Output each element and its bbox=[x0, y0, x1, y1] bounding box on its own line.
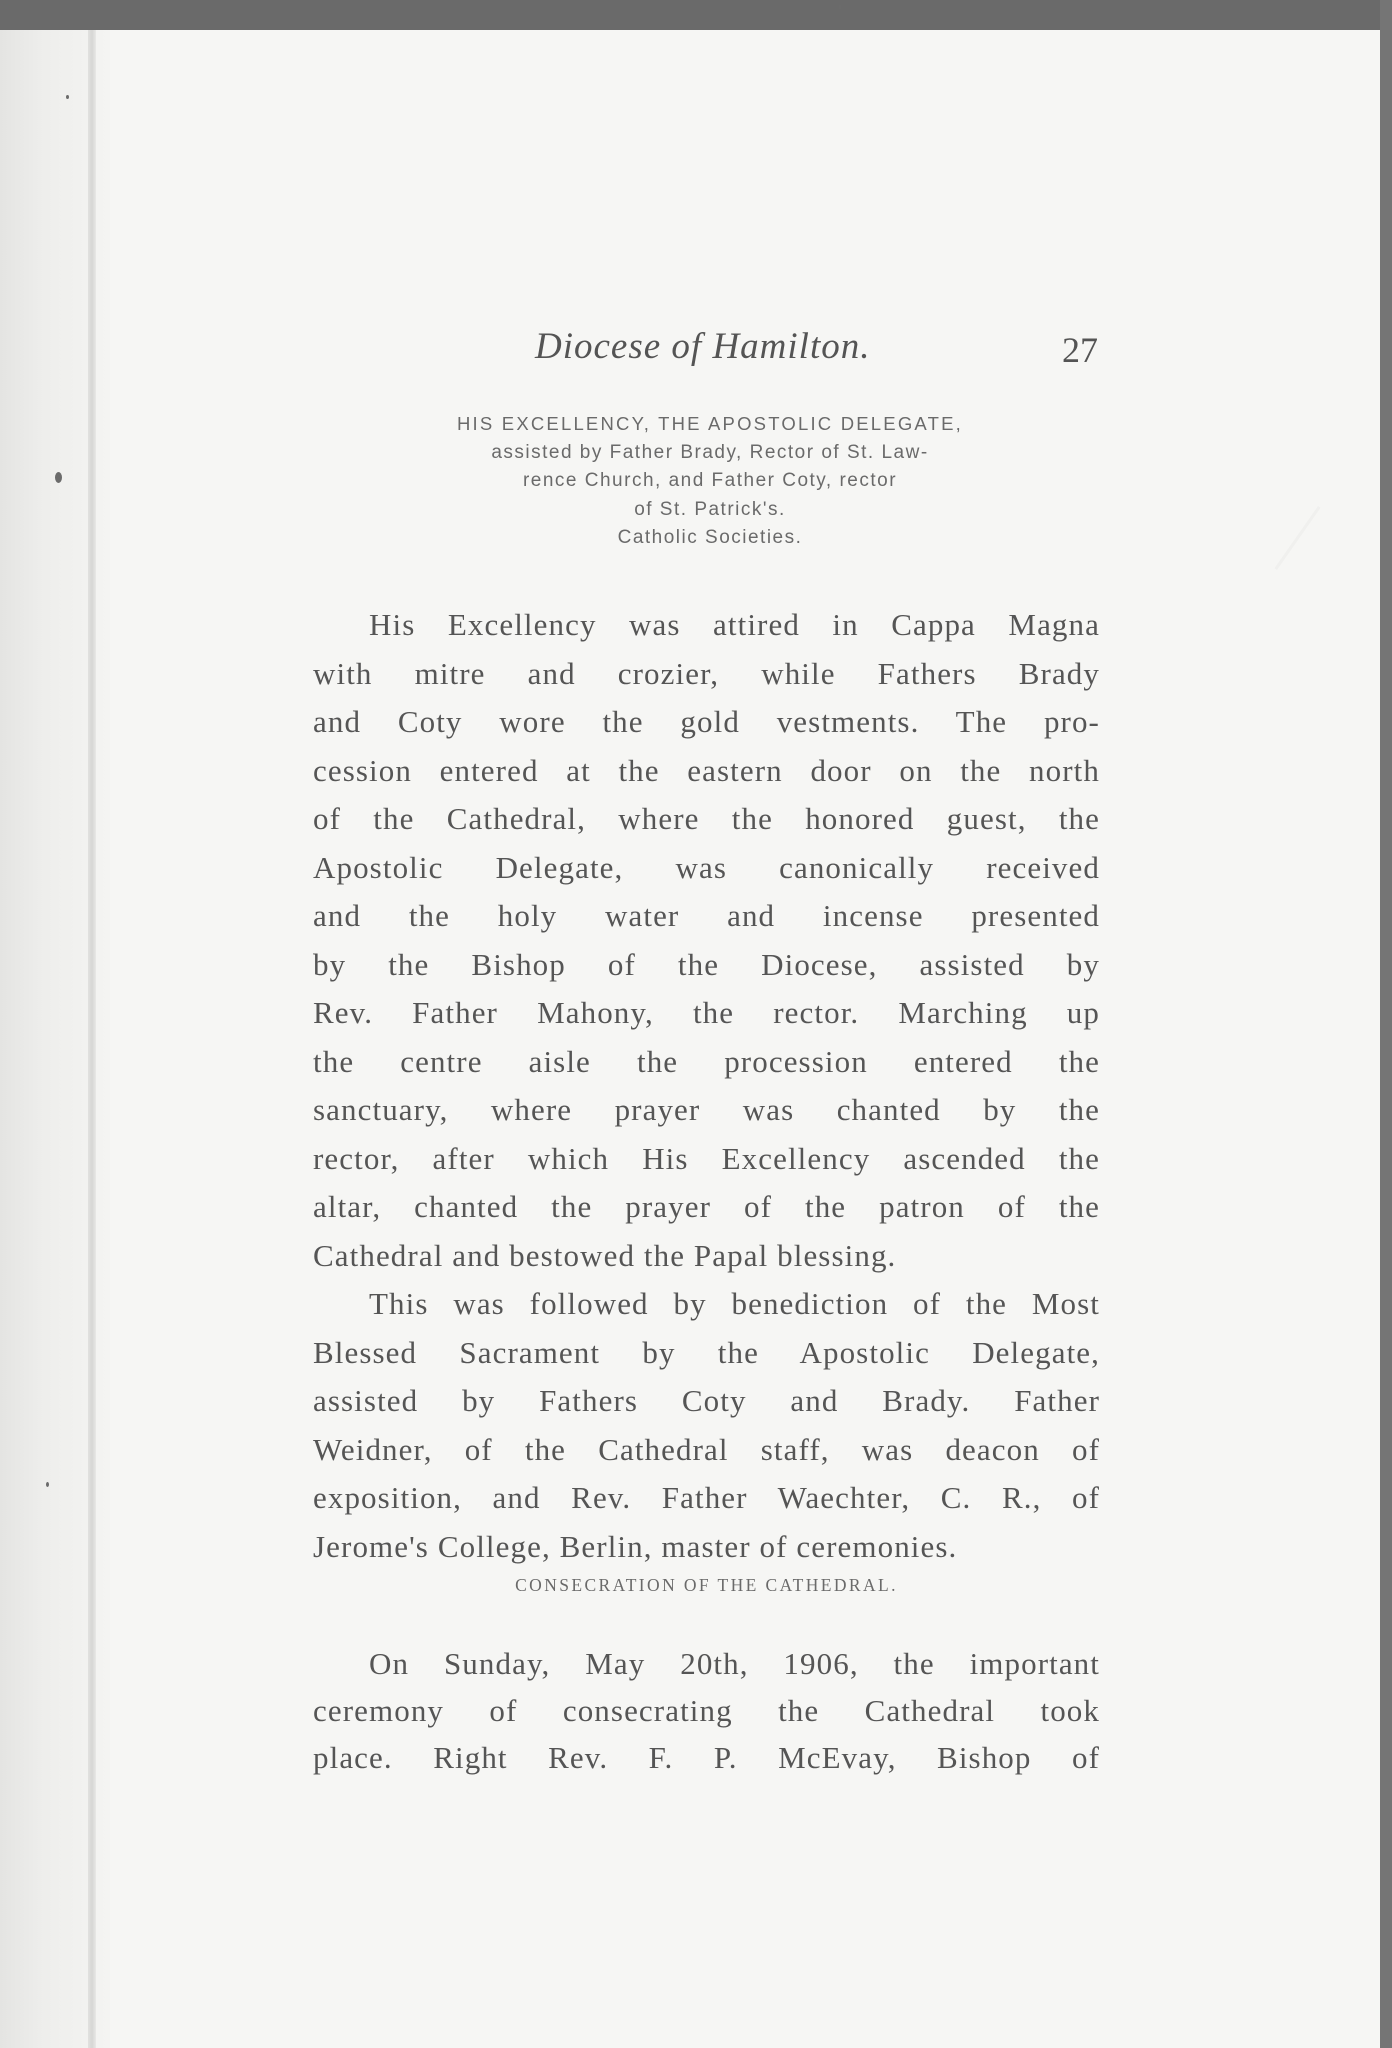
body-text-continued bbox=[313, 1640, 1100, 1781]
binding-fold bbox=[88, 30, 96, 2048]
ink-speck bbox=[66, 95, 69, 99]
text-line: the centre aisle the procession entered the bbox=[313, 1043, 1100, 1079]
caption-line: HIS EXCELLENCY, THE APOSTOLIC DELEGATE, bbox=[457, 413, 963, 434]
ink-speck bbox=[55, 472, 62, 483]
illustration-caption bbox=[320, 410, 1100, 553]
caption-line: rence Church, and Father Coty, rector bbox=[522, 470, 898, 491]
paragraph-2 bbox=[313, 1280, 1100, 1571]
text-line: Weidner, of the Cathedral staff, was deacon of bbox=[313, 1431, 1100, 1467]
section-heading: CONSECRATION OF THE CATHEDRAL. bbox=[515, 1575, 898, 1595]
ink-speck bbox=[46, 1482, 49, 1487]
text-line: of the Cathedral, where the honored guest, the bbox=[313, 801, 1100, 836]
text-line: Rev. Father Mahony, the rector. Marching up bbox=[313, 995, 1100, 1030]
text-line: Cathedral and bestowed the Papal blessing. bbox=[313, 1237, 897, 1273]
paragraph-3 bbox=[313, 1640, 1100, 1781]
caption-line: assisted by Father Brady, Rector of St. Law- bbox=[491, 441, 929, 463]
caption-line: Catholic Societies. bbox=[617, 527, 803, 548]
caption-line: of St. Patrick's. bbox=[634, 498, 786, 520]
text-line: Jerome's College, Berlin, master of ceremonies. bbox=[313, 1528, 958, 1564]
text-line: assisted by Fathers Coty and Brady. Father bbox=[313, 1383, 1100, 1418]
text-line: cession entered at the eastern door on the north bbox=[313, 752, 1100, 788]
text-line: Apostolic Delegate, was canonically received bbox=[313, 849, 1100, 885]
body-text bbox=[313, 601, 1100, 1571]
text-line: On Sunday, May 20th, 1906, the important bbox=[369, 1646, 1100, 1681]
text-line: and Coty wore the gold vestments. The pro- bbox=[313, 704, 1100, 739]
text-line: His Excellency was attired in Cappa Magna bbox=[369, 607, 1100, 642]
text-line: ceremony of consecrating the Cathedral took bbox=[313, 1693, 1100, 1728]
text-line: place. Right Rev. F. P. McEvay, Bishop of bbox=[313, 1740, 1100, 1775]
text-line: rector, after which His Excellency ascended the bbox=[313, 1140, 1100, 1176]
scan-top-border bbox=[0, 0, 1392, 30]
text-line: altar, chanted the prayer of the patron of the bbox=[313, 1189, 1100, 1224]
scan-right-border bbox=[1380, 0, 1392, 2048]
text-line: and the holy water and incense presented bbox=[313, 898, 1100, 933]
text-line: exposition, and Rev. Father Waechter, C. R., of bbox=[313, 1480, 1100, 1515]
text-line: This was followed by benediction of the Most bbox=[369, 1286, 1100, 1321]
text-line: Blessed Sacrament by the Apostolic Delegate, bbox=[313, 1334, 1100, 1370]
ink-speck bbox=[838, 4, 842, 10]
page-number: 27 bbox=[1062, 330, 1098, 370]
text-line: sanctuary, where prayer was chanted by the bbox=[313, 1092, 1100, 1127]
page-header bbox=[320, 325, 1100, 385]
running-title: Diocese of Hamilton. bbox=[535, 326, 871, 367]
text-line: with mitre and crozier, while Fathers Brady bbox=[313, 655, 1100, 691]
paragraph-1 bbox=[313, 601, 1100, 1280]
text-line: by the Bishop of the Diocese, assisted by bbox=[313, 946, 1100, 982]
